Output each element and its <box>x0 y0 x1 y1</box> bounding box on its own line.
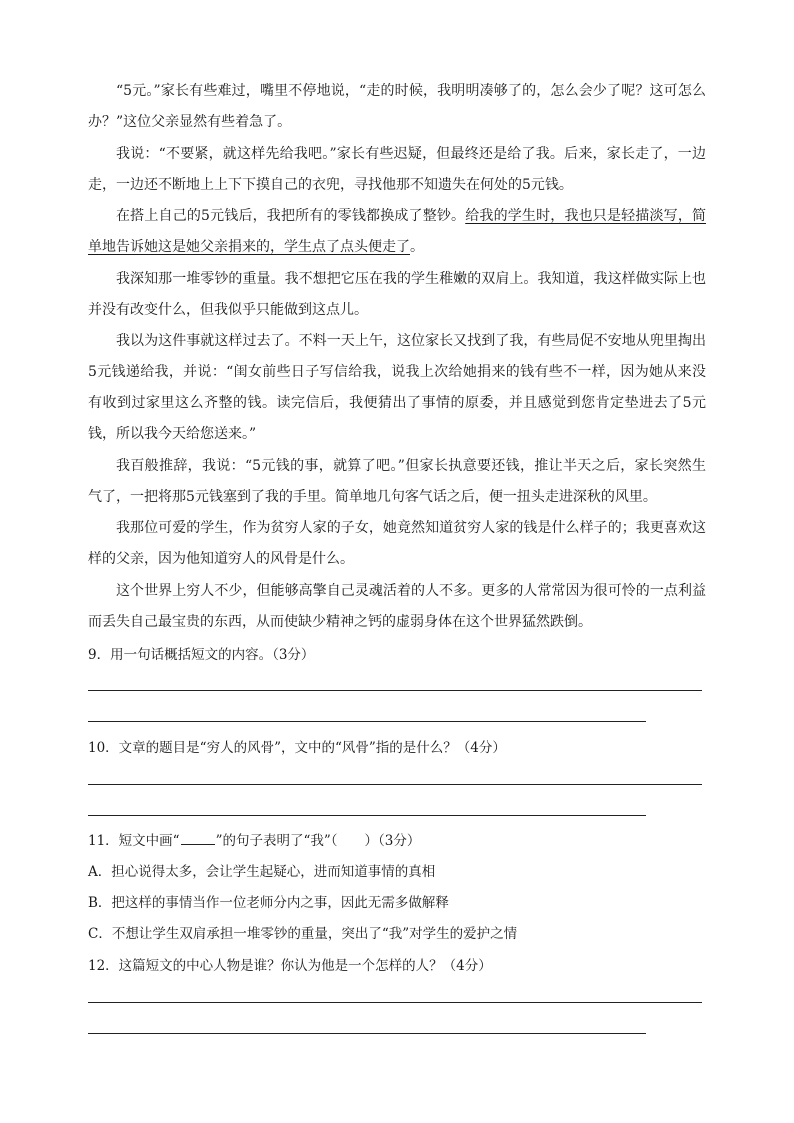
answer-line-10-1[interactable] <box>88 784 702 785</box>
answer-line-12-2[interactable] <box>88 1033 646 1034</box>
question-11-prefix: 11．短文中画“ <box>88 833 180 849</box>
question-9: 9．用一句话概括短文的内容。（3分） <box>88 647 315 663</box>
passage-paragraph-8: 这个世界上穷人不少，但能够高擎自己灵魂活着的人不多。更多的人常常因为很可怜的一点利益而丢失自己最宝贵的东西，从而使缺少精神之钙的虚弱身体在这个世界猛然跌倒。 <box>88 583 706 630</box>
paragraph-3-end: 。 <box>410 239 424 255</box>
option-a[interactable]: A．担心说得太多，会让学生起疑心，进而知道事情的真相 <box>88 864 436 880</box>
answer-line-9-2[interactable] <box>88 721 646 722</box>
underlined-sentence: 给我的学生时，我也只是轻描淡写，简单地告诉她这是她父亲捐来的，学生点了点头便走了 <box>88 208 707 255</box>
option-b[interactable]: B．把这样的事情当作一位老师分内之事，因此无需多做解释 <box>88 895 449 911</box>
answer-line-10-2[interactable] <box>88 815 646 816</box>
underline-marker <box>181 832 215 845</box>
question-10: 10．文章的题目是“穷人的风骨”，文中的“风骨”指的是什么？（4分） <box>88 740 506 756</box>
answer-line-12-1[interactable] <box>88 1002 702 1003</box>
question-11-suffix: ”的句子表明了“我”（ ）（3分） <box>215 833 421 849</box>
passage-paragraph-6: 我百般推辞，我说：“5元钱的事，就算了吧。”但家长执意要还钱，推让半天之后，家长突然生气了，一把将那5元钱塞到了我的手里。简单地几句客气话之后，便一扭头走进深秋的风里。 <box>88 458 706 505</box>
passage-paragraph-3 <box>88 201 706 263</box>
answer-line-9-1[interactable] <box>88 690 702 691</box>
passage-paragraph-5: 我以为这件事就这样过去了。不料一天上午，这位家长又找到了我，有些局促不安地从兜里掏出5元钱递给我，并说：“闺女前些日子写信给我，说我上次给她捐来的钱有些不一样，因为她从来没有收到过家里这么齐整的钱。读完信后，我便猜出了事情的原委，并且感觉到您肯定垫进去了5元钱，所以我今天给您送来。” <box>88 333 706 442</box>
passage-paragraph-4: 我深知那一堆零钞的重量。我不想把它压在我的学生稚嫩的双肩上。我知道，我这样做实际上也并没有改变什么，但我似乎只能做到这点儿。 <box>88 271 706 318</box>
passage-paragraph-1: “5元。”家长有些难过，嘴里不停地说，“走的时候，我明明凑够了的，怎么会少了呢？这可怎么办？”这位父亲显然有些着急了。 <box>88 83 706 130</box>
passage-paragraph-2: 我说：“不要紧，就这样先给我吧。”家长有些迟疑，但最终还是给了我。后来，家长走了，一边走，一边还不断地上上下下摸自己的衣兜，寻找他那不知遗失在何处的5元钱。 <box>88 146 706 193</box>
paragraph-3-text: 在搭上自己的5元钱后，我把所有的零钱都换成了整钞。 <box>116 208 466 224</box>
passage-paragraph-7: 我那位可爱的学生，作为贫穷人家的子女，她竟然知道贫穷人家的钱是什么样子的；我更喜欢这样的父亲，因为他知道穷人的风骨是什么。 <box>88 520 706 567</box>
option-c[interactable]: C．不想让学生双肩承担一堆零钞的重量，突出了“我”对学生的爱护之情 <box>88 926 518 942</box>
question-12: 12．这篇短文的中心人物是谁？你认为他是一个怎样的人？（4分） <box>88 958 492 974</box>
question-11 <box>88 831 420 851</box>
